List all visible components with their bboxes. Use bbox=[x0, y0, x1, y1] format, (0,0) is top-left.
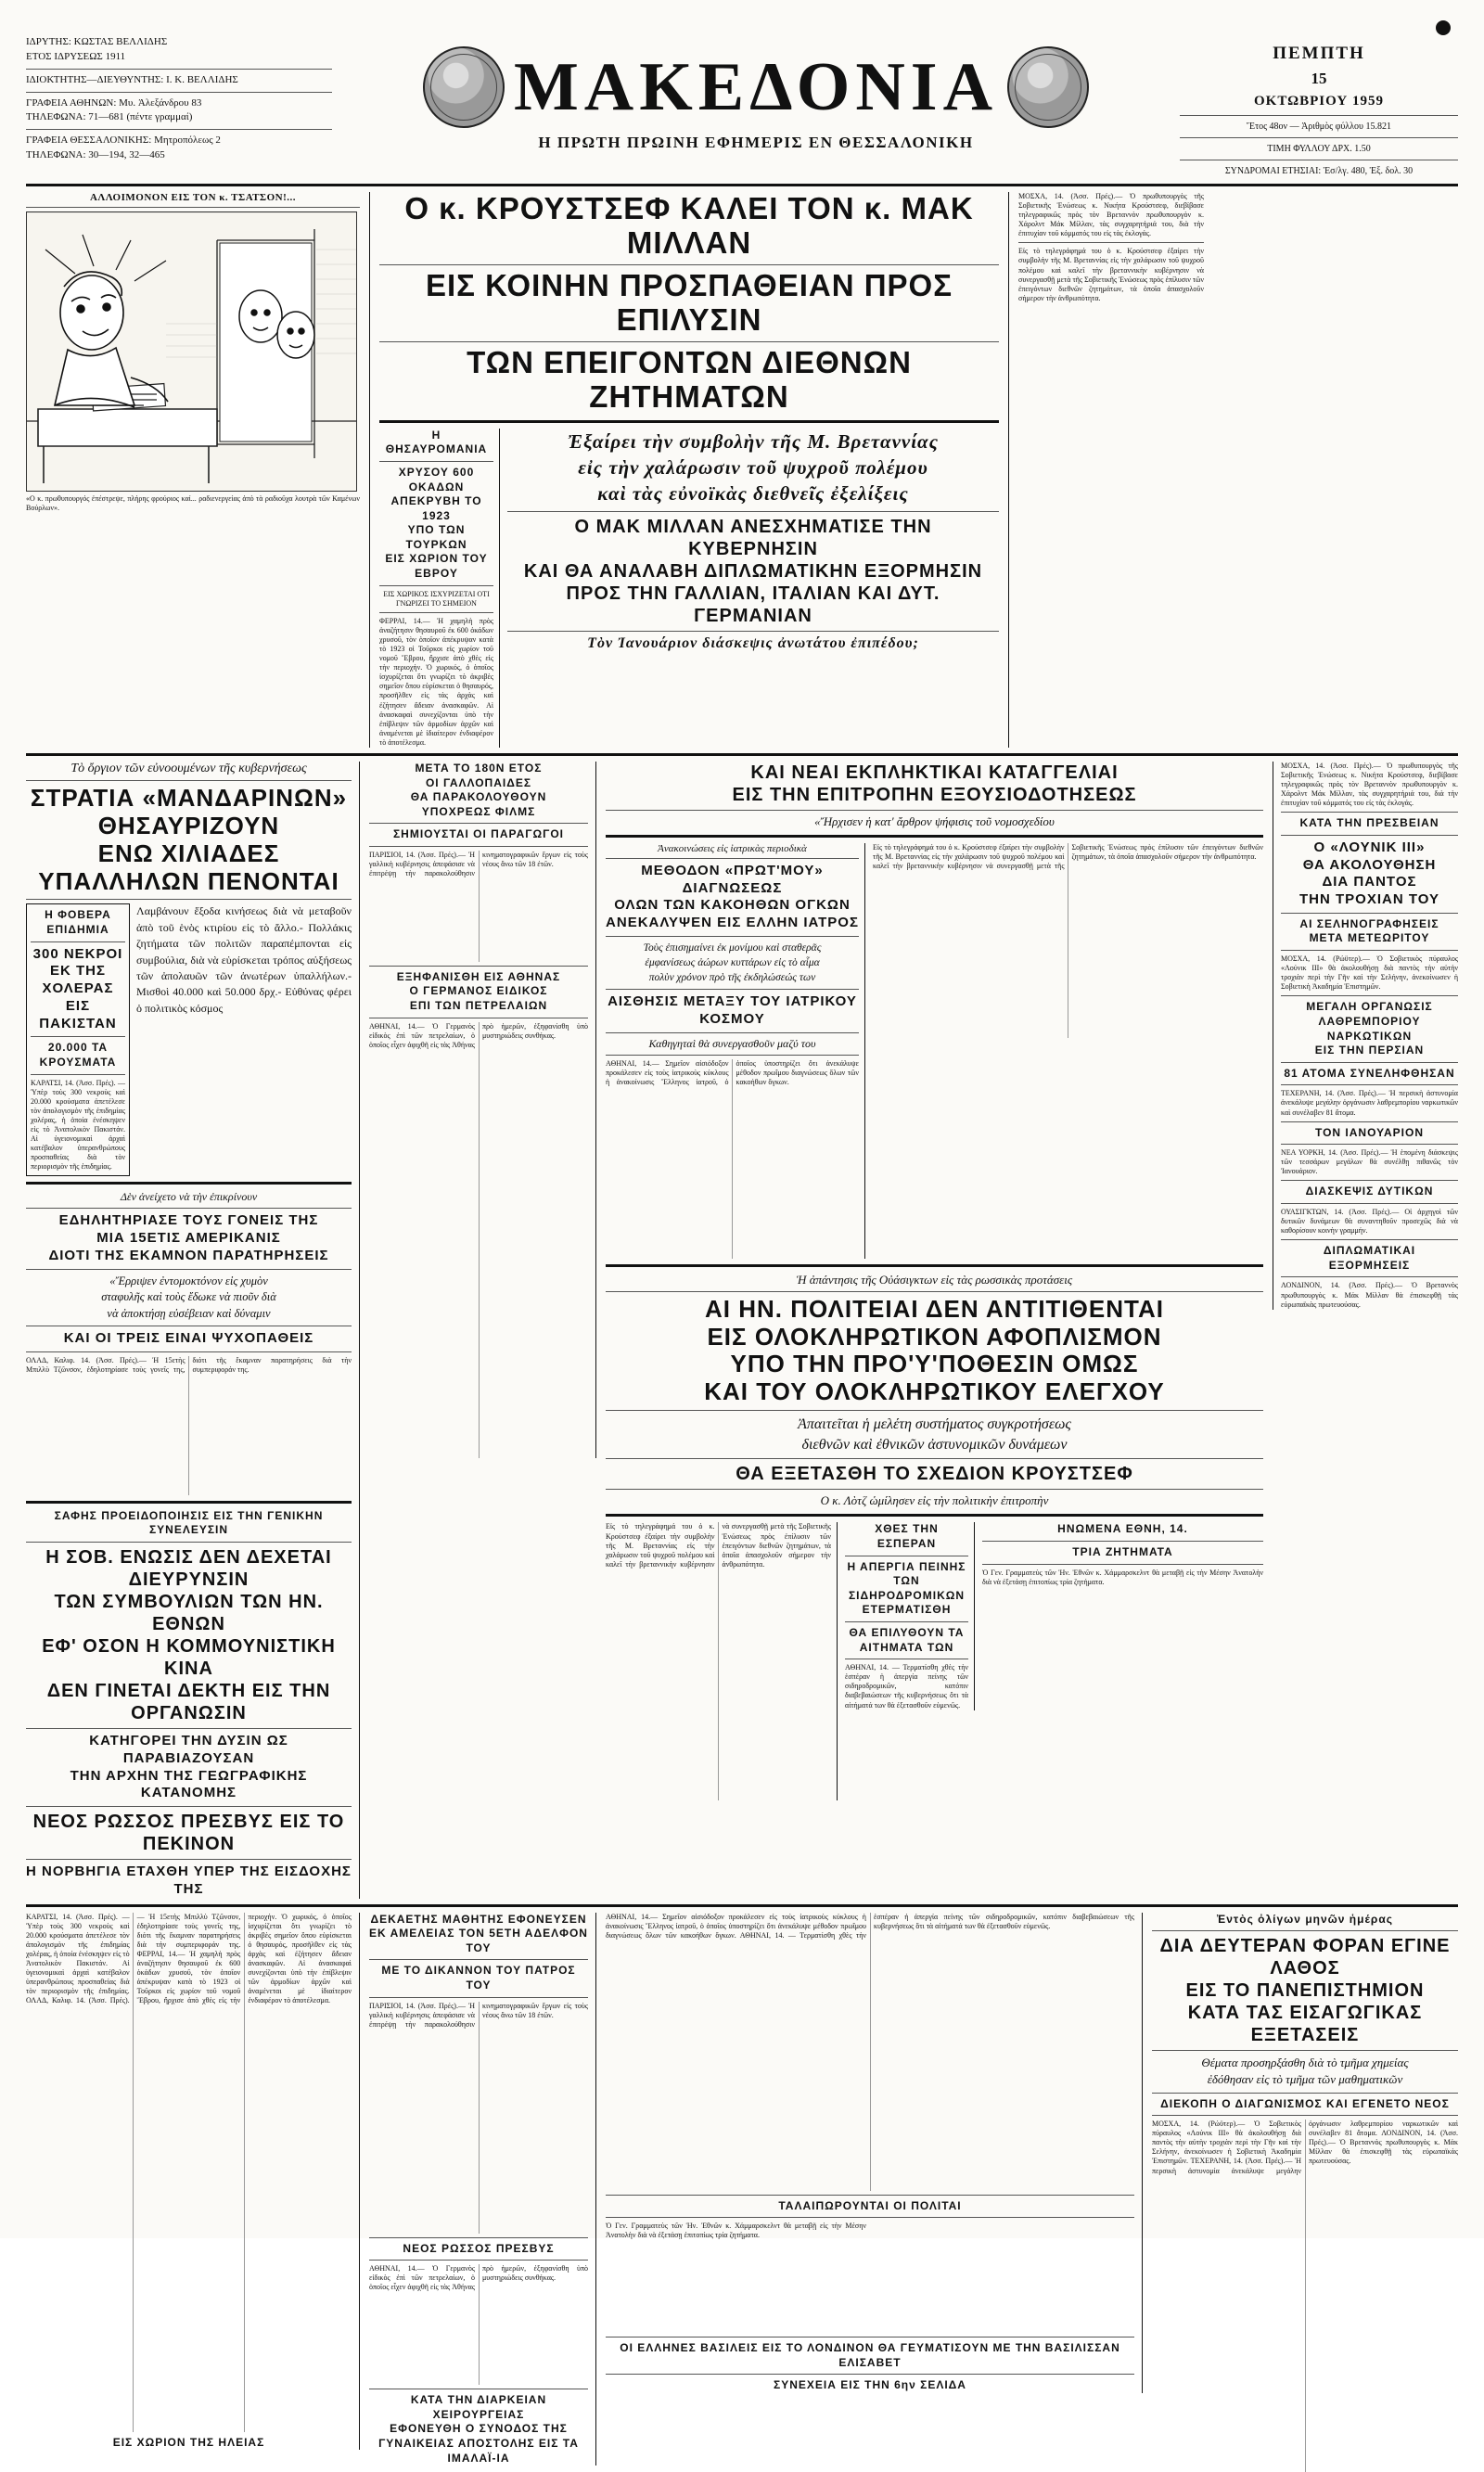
issue-date: 15 bbox=[1311, 70, 1327, 87]
issue-subscriptions: ΣΥΝΔΡΟΜΑΙ ΕΤΗΣΙΑΙ: Ἐσ/λγ. 480, Ἐξ. δολ. 30 bbox=[1224, 166, 1414, 176]
lead-subhead2-2: ΠΡΟΣ ΤΗΝ ΓΑΛΛΙΑΝ, ΙΤΑΛΙΑΝ ΚΑΙ ΔΥΤ. ΓΕΡΜΑΝΙΑΝ bbox=[566, 583, 940, 626]
bottom-small-head-6: ΤΑΛΑΙΠΩΡΟΥΝΤΑΙ ΟΙ ΠΟΛΙΤΑΙ bbox=[778, 2198, 962, 2212]
bottom-continuation: ΣΥΝΕΧΕΙΑ ΕΙΣ ΤΗΝ 6ην ΣΕΛΙΔΑ bbox=[774, 2378, 966, 2392]
bottom-center-body: ΑΘΗΝΑΙ, 14.— Σημεῖον αἰσιόδοξον προκάλεσεν εἰς τοὺς ἰατρικοὺς κύκλους ἡ ἀνακοίνωσις Ἕλληνος ἰατροῦ, ὁ ὁποῖος ὑποστηρίζει ὅτι ἀνεκάλυψε μέθοδον πρωΐμου διαγνώσεως ὅλων τῶν κακοήθων ὄγκων. bbox=[606, 1912, 866, 1940]
lead-italic-line: Τὸν Ἰανουάριον διάσκεψις ἀνωτάτου ἐπιπέδου; bbox=[587, 634, 919, 651]
epidemic-line-1: ΕΚ ΤΗΣ ΧΟΛΕΡΑΣ bbox=[42, 963, 114, 997]
parents-quote-2: νὰ ἀποκτήσῃ εὐσέβειαν καὶ δύναμιν bbox=[107, 1306, 271, 1320]
right-item2-body: ΝΕΑ ΥΟΡΚΗ, 14. (Ἀσσ. Πρές).— Ἡ ἑπομένη διάσκεψις τῶν τεσσάρων μεγάλων θὰ συνέλθῃ πιθανῶς τὸν Ἰανουάριον. bbox=[1281, 1148, 1458, 1176]
ussr-headline-3: ΚΑΙ ΤΟΥ ΟΛΟΚΛΗΡΩΤΙΚΟΥ ΕΛΕΓΧΟΥ bbox=[704, 1377, 1165, 1406]
exam-italic-1: ἐδόθησαν εἰς τὸ τμῆμα τῶν μαθηματικῶν bbox=[1207, 2072, 1403, 2087]
masthead-line: ΤΗΛΕΦΩΝΑ: 71—681 (πέντε γραμμαί) bbox=[26, 111, 193, 123]
col2-box1-title-0: ΕΞΗΦΑΝΙΣΘΗ ΕΙΣ ΑΘΗΝΑΣ bbox=[396, 969, 561, 983]
cartoon-kicker: ΑΛΛΟΙΜΟΝΟΝ ΕΙΣ ΤΟΝ κ. ΤΣΑΤΣΟΝ!... bbox=[89, 192, 297, 203]
right-item0-body: ΜΟΣΧΑ, 14. (Ρώϋτερ).— Ὁ Σοβιετικὸς πύραυλος «Λούνικ ΙΙΙ» θὰ ἀκολουθήσῃ διὰ παντὸς τὴν αὐτὴν τροχιὰν περὶ τὴν Γῆν καὶ τὴν Σελήνην, ἀνεκοίνωσεν ἡ Σοβιετικὴ Ἀκαδημία Ἐπιστημῶν. bbox=[1281, 954, 1458, 992]
parents-quote-1: σταφυλῆς καὶ τοὺς ἔδωκε νὰ πιοῦν διὰ bbox=[101, 1290, 276, 1304]
col2-box0-title-0: ΜΕΤΑ ΤΟ 180Ν ΕΤΟΣ bbox=[415, 761, 543, 775]
center-filler-body: Εἰς τὸ τηλεγράφημά του ὁ κ. Κρούστσεφ ἐξαίρει τὴν συμβολὴν τῆς Μ. Βρεταννίας εἰς τὴν χαλάρωσιν τοῦ ψυχροῦ πολέμου καὶ καλεῖ τὴν βρεταννικὴν κυβέρνησιν νὰ συνεργασθῇ μετὰ τῆς Σοβιετικῆς Ἑνώσεως πρὸς ἐπίλυσιν τῶν ἐπειγόντων διεθνῶν ζητημάτων, τὰ ὁποῖα ἀπασχολοῦν σήμερον τὴν ἀνθρωπότητα. bbox=[873, 842, 1263, 871]
col3-item1-body: Ὁ Γεν. Γραμματεὺς τῶν Ἡν. Ἐθνῶν κ. Χάμμαρσκελντ θὰ μεταβῇ εἰς τὴν Μέσην Ἀνατολὴν διὰ νὰ ἐξετάσῃ ἐπιτοπίως τρία ζητήματα. bbox=[982, 1568, 1263, 1586]
gold-box-title-3: ΥΠΟ ΤΩΝ ΤΟΥΡΚΩΝ bbox=[405, 523, 467, 551]
medical-sub2: Καθηγηταὶ θὰ συνεργασθοῦν μαζύ του bbox=[648, 1036, 816, 1050]
educational-sub: «Ἤρχισεν ἡ κατ' ἄρθρον ψήφισις τοῦ νομοσχεδίου bbox=[814, 813, 1055, 828]
col3-item1-title: ΗΝΩΜΕΝΑ ΕΘΝΗ, 14. bbox=[1057, 1522, 1188, 1536]
bottom-left-body3: ΦΕΡΡΑΙ, 14.— Ἡ χαμηλὴ πρὸς ἀναζήτησιν θησαυροῦ ἐκ 600 ὀκάδων χρυσοῦ, τὸν ὁποῖον ἀπέκρυψαν κατὰ τὸ 1923 οἱ Τοῦρκοι εἰς χωρίον τοῦ νομοῦ Ἔβρου, ἤρχισε ἀπὸ χθὲς εἰς τὴν περιοχήν. Ὁ χωρικός, ὁ ὁποῖος ἰσχυρίζεται ὅτι γνωρίζει τὸ ἀκριβὲς σημεῖον ὅπου εὑρίσκεται ὁ θησαυρός, προσῆλθεν εἰς τὰς ἀρχὰς καὶ ἐζήτησεν ἄδειαν ἀνασκαφῶν. Αἱ ἀνασκαφαὶ συνεχίζονται ὑπὸ τὴν ἐπίβλεψιν τῶν ἁρμοδίων ἀρχῶν καὶ ἀναμένεται μὲ ἰδιαίτερον ἐνδιαφέρον τὸ ἀποτέλεσμα. bbox=[136, 1912, 352, 2005]
col2-box1-title-2: ΕΠΙ ΤΩΝ ΠΕΤΡΕΛΑΙΩΝ bbox=[409, 999, 548, 1013]
masthead-left-info bbox=[26, 35, 332, 164]
masthead-date-block bbox=[1180, 20, 1458, 178]
lead-subhead2-1: ΚΑΙ ΘΑ ΑΝΑΛΑΒΗ ΔΙΠΛΩΜΑΤΙΚΗΝ ΕΞΟΡΜΗΣΙΝ bbox=[523, 560, 983, 582]
gold-box-body: ΦΕΡΡΑΙ, 14.— Ἡ χαμηλὴ πρὸς ἀναζήτησιν θησαυροῦ ἐκ 600 ὀκάδων χρυσοῦ, τὸν ὁποῖον ἀπέκρυψαν κατὰ τὸ 1923 οἱ Τοῦρκοι εἰς χωρίον τοῦ νομοῦ Ἔβρου, ἤρχισε ἀπὸ χθὲς εἰς τὴν περιοχήν. Ὁ χωρικός, ὁ ὁποῖος ἰσχυρίζεται ὅτι γνωρίζει τὸ ἀκριβὲς σημεῖον ὅπου εὑρίσκεται ὁ θησαυρός, προσῆλθεν εἰς τὰς ἀρχὰς καὶ ἐζήτησεν ἄδειαν ἀνασκαφῶν. Αἱ ἀνασκαφαὶ συνεχίζονται ὑπὸ τὴν ἐπίβλεψιν τῶν ἁρμοδίων ἀρχῶν καὶ ἀναμένεται μὲ ἰδιαίτερον ἐνδιαφέρον τὸ ἀποτέλεσμα. bbox=[379, 616, 493, 747]
soviet-headline-0: Η ΣΟΒ. ΕΝΩΣΙΣ ΔΕΝ ΔΕΧΕΤΑΙ ΔΙΕΥΡΥΝΣΙΝ bbox=[45, 1547, 332, 1591]
col2-box0-body: ΠΑΡΙΣΙΟΙ, 14. (Ἀσσ. Πρές).— Ἡ γαλλικὴ κυβέρνησις ἀπεφάσισε νὰ ἐπιτρέψῃ τὴν παρακολούθησιν κινηματογραφικῶν ἔργων εἰς τοὺς νέους ἄνω τῶν 18 ἐτῶν. bbox=[369, 850, 588, 878]
right-item0-head-1: Ο «ΛΟΥΝΙΚ ΙΙΙ» bbox=[1313, 839, 1426, 855]
lead-headline-line1: Ο κ. ΚΡΟΥΣΤΣΕΦ ΚΑΛΕΙ ΤΟΝ κ. ΜΑΚ ΜΙΛΛΑΝ bbox=[404, 191, 974, 260]
soviet-sub1: ΚΑΤΗΓΟΡΕΙ ΤΗΝ ΔΥΣΙΝ ΩΣ ΠΑΡΑΒΙΑΖΟΥΣΑΝ bbox=[89, 1733, 288, 1766]
medical-headline-0: ΜΕΘΟΔΟΝ «ΠΡΩΤ'ΜΟΥ» ΔΙΑΓΝΩΣΕΩΣ bbox=[641, 862, 824, 896]
right-item1-body: ΤΕΧΕΡΑΝΗ, 14. (Ἀσσ. Πρές).— Ἡ περσικὴ ἀστυνομία ἀνεκάλυψε μεγάλην ὀργάνωσιν λαθρεμπορίου ναρκωτικῶν καὶ συνέλαβεν 81 ἄτομα. bbox=[1281, 1089, 1458, 1117]
medical-sub-2: πολὺν χρόνον πρὸ τῆς ἐκδηλώσεώς των bbox=[648, 972, 816, 984]
parents-kicker: Δὲν ἀνείχετο νὰ τὴν ἐπικρίνουν bbox=[120, 1190, 258, 1204]
medal-left-icon bbox=[423, 46, 505, 128]
masthead-line: ΓΡΑΦΕΙΑ ΑΘΗΝΩΝ: Μυ. Ἀλεξάνδρου 83 bbox=[26, 96, 202, 109]
ussr-italic-0: Ἀπαιτεῖται ἡ μελέτη συστήματος συγκροτήσεως bbox=[798, 1416, 1071, 1433]
soviet-headline-2: ΕΦ' ΟΣΟΝ Η ΚΟΜΜΟΥΝΙΣΤΙΚΗ ΚΙΝΑ bbox=[42, 1636, 336, 1680]
epidemic-line-0: 300 ΝΕΚΡΟΙ bbox=[32, 945, 123, 962]
right-item4-body: ΛΟΝΔΙΝΟΝ, 14. (Ἀσσ. Πρές).— Ὁ Βρεταννὸς πρωθυπουργὸς κ. Μάκ Μίλλαν θὰ ἐπισκεφθῇ τὰς εὐρωπαϊκὰς πρωτευούσας. bbox=[1281, 1281, 1458, 1309]
bottom-small-head-0: ΕΙΣ ΧΩΡΙΟΝ ΤΗΣ ΗΛΕΙΑΣ bbox=[112, 2435, 265, 2449]
issue-price: ΤΙΜΗ ΦΥΛΛΟΥ ΔΡΧ. 1.50 bbox=[1267, 144, 1371, 154]
bottom-left-body: ΚΑΡΑΤΣΙ, 14. (Ἀσσ. Πρές). — Ὑπὲρ τοὺς 300 νεκροὺς καὶ 20.000 κρούσματα ἀπετέλεσε τὸν ἀπολογισμὸν τῆς ἐπιδημίας χολέρας, ἡ ὁποία ἐνέσκηψεν εἰς τὸ Ἀνατολικὸν Πακιστάν. Αἱ ὑγειονομικαὶ ἀρχαὶ κατέβαλον ὑπερανθρώπους προσπαθείας διὰ τὸν περιορισμὸν τῆς ἐπιδημίας. bbox=[26, 1912, 130, 1996]
epidemic-sub: 20.000 ΤΑ ΚΡΟΥΣΜΑΤΑ bbox=[39, 1041, 117, 1069]
mandarins-headline-1: ΕΝΩ ΧΙΛΙΑΔΕΣ ΥΠΑΛΛΗΛΩΝ ΠΕΝΟΝΤΑΙ bbox=[38, 839, 339, 895]
right-item0-head-0: ΚΑΤΑ ΤΗΝ ΠΡΕΣΒΕΙΑΝ bbox=[1299, 816, 1439, 830]
soviet-tail2: Η ΝΟΡΒΗΓΙΑ ΕΤΑΧΘΗ ΥΠΕΡ ΤΗΣ ΕΙΣΔΟΧΗΣ ΤΗΣ bbox=[26, 1864, 352, 1897]
parents-headline-2: ΔΙΟΤΙ ΤΗΣ ΕΚΑΜΝΟΝ ΠΑΡΑΤΗΡΗΣΕΙΣ bbox=[48, 1247, 329, 1263]
right-item0-head-2: ΘΑ ΑΚΟΛΟΥΘΗΣΗ bbox=[1302, 856, 1437, 873]
educational-headline-0: ΚΑΙ ΝΕΑΙ ΕΚΠΛΗΚΤΙΚΑΙ ΚΑΤΑΓΓΕΛΙΑΙ bbox=[750, 762, 1119, 783]
bottom-right-body3: ΛΟΝΔΙΝΟΝ, 14. (Ἀσσ. Πρές).— Ὁ Βρεταννὸς πρωθυπουργὸς κ. Μάκ Μίλλαν θὰ ἐπισκεφθῇ τὰς εὐρωπαϊκὰς πρωτευούσας. bbox=[1309, 2129, 1458, 2166]
right-item1-head-0: ΜΕΓΑΛΗ ΟΡΓΑΝΩΣΙΣ bbox=[1306, 1000, 1433, 1014]
bottom-small-head-2: ΜΕ ΤΟ ΔΙΚΑΝΝΟΝ ΤΟΥ ΠΑΤΡΟΣ ΤΟΥ bbox=[381, 1964, 576, 1992]
col2-box1-title-1: Ο ΓΕΡΜΑΝΟΣ ΕΙΔΙΚΟΣ bbox=[409, 984, 548, 998]
bottom-col2-body: ΠΑΡΙΣΙΟΙ, 14. (Ἀσσ. Πρές).— Ἡ γαλλικὴ κυβέρνησις ἀπεφάσισε νὰ ἐπιτρέψῃ τὴν παρακολούθησιν κινηματογραφικῶν ἔργων εἰς τοὺς νέους ἄνω τῶν 18 ἐτῶν. bbox=[369, 2001, 588, 2029]
medical-headline-2: ΑΝΕΚΑΛΥΨΕΝ ΕΙΣ ΕΛΛΗΝ ΙΑΤΡΟΣ bbox=[606, 915, 859, 931]
parents-headline-0: ΕΔΗΛΗΤΗΡΙΑΣΕ ΤΟΥΣ ΓΟΝΕΙΣ ΤΗΣ bbox=[58, 1212, 319, 1229]
lead-subhead-italic-2: καὶ τὰς εὐνοϊκὰς διεθνεῖς ἐξελίξεις bbox=[597, 482, 909, 506]
epidemic-body: ΚΑΡΑΤΣΙ, 14. (Ἀσσ. Πρές). — Ὑπὲρ τοὺς 300 νεκροὺς καὶ 20.000 κρούσματα ἀπετέλεσε τὸν ἀπολογισμὸν τῆς ἐπιδημίας χολέρας, ἡ ὁποία ἐνέσκηψεν εἰς τὸ Ἀνατολικὸν Πακιστάν. Αἱ ὑγειονομικαὶ ἀρχαὶ κατέβαλον ὑπερανθρώπους προσπαθείας διὰ τὸν περιορισμὸν τῆς ἐπιδημίας. bbox=[31, 1078, 125, 1172]
right-item1-head-2: ΝΑΡΚΩΤΙΚΩΝ bbox=[1326, 1029, 1413, 1043]
gold-box-title-4: ΕΙΣ ΧΩΡΙΟΝ ΤΟΥ ΕΒΡΟΥ bbox=[385, 552, 488, 581]
gold-box-title-1: ΧΡΥΣΟΥ 600 ΟΚΑΔΩΝ bbox=[398, 465, 475, 493]
col2-box0-title-2: ΘΑ ΠΑΡΑΚΟΛΟΥΘΟΥΝ bbox=[410, 790, 547, 804]
masthead bbox=[26, 20, 1458, 186]
page-title: ΜΑΚΕΔΟΝΙΑ bbox=[513, 48, 999, 125]
masthead-line: ΤΗΛΕΦΩΝΑ: 30—194, 32—465 bbox=[26, 149, 165, 161]
lead-subhead2-0: Ο ΜΑΚ ΜΙΛΛΑΝ ΑΝΕΣΧΗΜΑΤΙΣΕ ΤΗΝ ΚΥΒΕΡΝΗΣΙΝ bbox=[574, 516, 932, 559]
epidemic-title: Η ΦΟΒΕΡΑ ΕΠΙΔΗΜΙΑ bbox=[45, 908, 111, 937]
cartoon-caption: «Ο κ. πρωθυπουργός ἐπέστρεψε, πλήρης φρούριος καί... ραδιενεργείας ἀπὸ τὰ ραδιοῦχα λουτρὰ τῶν Καμένων Βούρλων». bbox=[26, 494, 360, 512]
right-intro: ΜΟΣΧΑ, 14. (Ἀσσ. Πρές).— Ὁ πρωθυπουργὸς τῆς Σοβιετικῆς Ἑνώσεως κ. Νικήτα Κρούστσεφ, διεβίβασε τηλεγραφικῶς πρὸς τὸν Βρεταννὸν πρωθυπουργὸν κ. Χάρολντ Μάκ Μίλλαν, τὰς συγχαρητήριά του, διὰ τὴν ἐπιτυχίαν τοῦ κόμματός του εἰς τὰς ἐκλογάς. bbox=[1281, 761, 1458, 808]
educational-headline-1: ΕΙΣ ΤΗΝ ΕΠΙΤΡΟΠΗΝ ΕΞΟΥΣΙΟΔΟΤΗΣΕΩΣ bbox=[732, 784, 1137, 805]
bottom-small-head-1: ΔΕΚΑΕΤΗΣ ΜΑΘΗΤΗΣ ΕΦΟΝΕΥΣΕΝ ΕΚ ΑΜΕΛΕΙΑΣ ΤΟΝ 5ΕΤΗ ΑΔΕΛΦΟΝ ΤΟΥ bbox=[369, 1912, 588, 1954]
bottom-center-body3: Ὁ Γεν. Γραμματεὺς τῶν Ἡν. Ἐθνῶν κ. Χάμμαρσκελντ θὰ μεταβῇ εἰς τὴν Μέσην Ἀνατολὴν διὰ νὰ ἐξετάσῃ ἐπιτοπίως τρία ζητήματα. bbox=[606, 2222, 866, 2240]
bottom-right-body2: ΤΕΧΕΡΑΝΗ, 14. (Ἀσσ. Πρές).— Ἡ περσικὴ ἀστυνομία ἀνεκάλυψε μεγάλην ὀργάνωσιν λαθρεμπορίου ναρκωτικῶν καὶ συνέλαβεν 81 ἄτομα. bbox=[1152, 2120, 1458, 2175]
ticket-head: Ἐντὸς ὀλίγων μηνῶν ἡμέρας bbox=[1217, 1912, 1393, 1926]
bottom-center-body2: ΑΘΗΝΑΙ, 14. — Τερματίσθη χθὲς τὴν ἑσπέραν ἡ ἀπεργία πείνης τῶν σιδηροδρομικῶν, κατόπιν διαβεβαιώσεων τῆς κυβερνήσεως ὅτι τὰ αἰτήματά των θὰ ἐξετασθοῦν εὐμενῶς. bbox=[739, 1912, 1134, 1940]
ussr-headline-1: ΕΙΣ ΟΛΟΚΛΗΡΩΤΙΚΟΝ ΑΦΟΠΛΙΣΜΟΝ bbox=[707, 1322, 1162, 1351]
bottom-right-body: ΜΟΣΧΑ, 14. (Ρώϋτερ).— Ὁ Σοβιετικὸς πύραυλος «Λούνικ ΙΙΙ» θὰ ἀκολουθήσῃ διὰ παντὸς τὴν αὐτὴν τροχιὰν περὶ τὴν Γῆν καὶ τὴν Σελήνην, ἀνεκοίνωσεν ἡ Σοβιετικὴ Ἀκαδημία Ἐπιστημῶν. bbox=[1152, 2120, 1301, 2166]
right-item0-sub: ΑΙ ΣΕΛΗΝΟΓΡΑΦΗΣΕΙΣ ΜΕΤΑ ΜΕΤΕΩΡΙΤΟΥ bbox=[1299, 916, 1439, 945]
medical-headline-1: ΟΛΩΝ ΤΩΝ ΚΑΚΟΗΘΩΝ ΟΓΚΩΝ bbox=[614, 897, 851, 914]
col2-box0-title-3: ΥΠΟΧΡΕΩΣ ΦΙΛΜΣ bbox=[421, 804, 536, 818]
masthead-subtitle: Η ΠΡΩΤΗ ΠΡΩΙΝΗ ΕΦΗΜΕΡΙΣ ΕΝ ΘΕΣΣΑΛΟΝΙΚΗ bbox=[538, 134, 974, 151]
soviet-tail1: ΝΕΟΣ ΡΩΣΣΟΣ ΠΡΕΣΒΥΣ ΕΙΣ ΤΟ ΠΕΚΙΝΟΝ bbox=[32, 1812, 345, 1855]
right-item2-head: ΤΟΝ ΙΑΝΟΥΑΡΙΟΝ bbox=[1314, 1125, 1425, 1139]
masthead-center bbox=[332, 46, 1180, 152]
right-item3-head: ΔΙΑΣΚΕΨΙΣ ΔΥΤΙΚΩΝ bbox=[1305, 1185, 1434, 1198]
epidemic-line-2: ΕΙΣ ΠΑΚΙΣΤΑΝ bbox=[39, 997, 117, 1031]
gold-box-sub: ΕΙΣ ΧΩΡΙΚΟΣ ΙΣΧΥΡΙΖΕΤΑΙ ΟΤΙ ΓΝΩΡΙΖΕΙ ΤΟ ΣΗΜΕΙΟΝ bbox=[383, 589, 490, 608]
gold-box-title-2: ΑΠΕΚΡΥΒΗ ΤΟ 1923 bbox=[390, 494, 482, 522]
ussr-sub: Ο κ. Λὸτζ ὡμίλησεν εἰς τὴν πολιτικὴν ἐπιτροπὴν bbox=[820, 1493, 1049, 1508]
cartoon-illustration bbox=[26, 211, 357, 492]
right-item0-head-3: ΔΙΑ ΠΑΝΤΟΣ bbox=[1322, 874, 1417, 890]
bottom-small-head-7: ΟΙ ΕΛΛΗΝΕΣ ΒΑΣΙΛΕΙΣ ΕΙΣ ΤΟ ΛΟΝΔΙΝΟΝ ΘΑ ΓΕΥΜΑΤΙΣΟΥΝ ΜΕ ΤΗΝ ΒΑΣΙΛΙΣΣΑΝ ΕΛΙΣΑΒΕΤ bbox=[620, 2341, 1120, 2369]
medical-sub-1: ἐμφανίσεως ἀώρων κυττάρων εἰς τὸ αἷμα bbox=[645, 957, 820, 968]
col3-item0-head-1: ΤΩΝ ΣΙΔΗΡΟΔΡΟΜΙΚΩΝ bbox=[848, 1574, 966, 1602]
masthead-line: ΕΤΟΣ ΙΔΡΥΣΕΩΣ 1911 bbox=[26, 50, 126, 62]
col3-item0-title: ΧΘΕΣ ΤΗΝ ΕΣΠΕΡΑΝ bbox=[875, 1522, 939, 1551]
ussr-body: Εἰς τὸ τηλεγράφημά του ὁ κ. Κρούστσεφ ἐξαίρει τὴν συμβολὴν τῆς Μ. Βρεταννίας εἰς τὴν χαλάρωσιν τοῦ ψυχροῦ πολέμου καὶ καλεῖ τὴν βρεταννικὴν κυβέρνησιν νὰ συνεργασθῇ μετὰ τῆς Σοβιετικῆς Ἑνώσεως πρὸς ἐπίλυσιν τῶν ἐπειγόντων διεθνῶν ζητημάτων, τὰ ὁποῖα ἀπασχολοῦν σήμερον τὴν ἀνθρωπότητα. bbox=[606, 1522, 831, 1569]
parents-quote-0: «Ἔρριψεν ἐντομοκτόνον εἰς χυμὸν bbox=[109, 1274, 268, 1287]
col3-item1-head-0: ΤΡΙΑ ΖΗΤΗΜΑΤΑ bbox=[1072, 1545, 1173, 1559]
ussr-italic-1: διεθνῶν καὶ ἐθνικῶν ἀστυνομικῶν δυνάμεων bbox=[801, 1436, 1068, 1453]
exam-italic-0: Θέματα προσηρξάσθη διὰ τὸ τμῆμα χημείας bbox=[1201, 2056, 1409, 2070]
right-item1-head-3: ΕΙΣ ΤΗΝ ΠΕΡΣΙΑΝ bbox=[1314, 1044, 1425, 1057]
issue-month: ΟΚΤΩΒΡΙΟΥ 1959 bbox=[1254, 93, 1384, 109]
masthead-line: ΙΔΙΟΚΤΗΤΗΣ—ΔΙΕΥΘΥΝΤΗΣ: Ι. Κ. ΒΕΛΛΙΔΗΣ bbox=[26, 73, 238, 85]
parents-body: ΟΛΑΔ, Καλιφ. 14. (Ἀσσ. Πρές).— Ἡ 15ετὴς Μπιλλὺ Τζῶνσον, ἐδηλοτηρίασε τοὺς γονεῖς της, διότι τῆς ἔκαμναν παρατηρήσεις διὰ τὴν συμπεριφοράν της. bbox=[26, 1355, 352, 1374]
col3-item0-head-0: Η ΑΠΕΡΓΙΑ ΠΕΙΝΗΣ bbox=[847, 1559, 966, 1573]
bottom-col2-body2: ΑΘΗΝΑΙ, 14.— Ὁ Γερμανὸς εἰδικὸς ἐπὶ τῶν πετρελαίων, ὁ ὁποῖος εἶχεν ἀφιχθῆ εἰς τὰς Ἀθήνας πρὸ ἡμερῶν, ἐξηφανίσθη ὑπὸ μυστηριώδεις συνθήκας. bbox=[369, 2264, 588, 2292]
col3-item0-head-2: ΕΤΕΡΜΑΤΙΣΘΗ bbox=[862, 1603, 952, 1617]
ussr-headline-0: ΑΙ ΗΝ. ΠΟΛΙΤΕΙΑΙ ΔΕΝ ΑΝΤΙΤΙΘΕΝΤΑΙ bbox=[705, 1294, 1164, 1323]
medal-right-icon bbox=[1007, 46, 1089, 128]
parents-headline-1: ΜΙΑ 15ΕΤΙΣ ΑΜΕΡΙΚΑΝΙΣ bbox=[96, 1230, 281, 1247]
bottom-left-body2: ΟΛΑΔ, Καλιφ. 14. (Ἀσσ. Πρές).— Ἡ 15ετὴς Μπιλλὺ Τζῶνσον, ἐδηλοτηρίασε τοὺς γονεῖς της, διότι τῆς ἔκαμναν παρατηρήσεις διὰ τὴν συμπεριφοράν της. bbox=[26, 1912, 241, 2005]
bottom-small-head-3: ΝΕΟΣ ΡΩΣΣΟΣ ΠΡΕΣΒΥΣ bbox=[403, 2241, 555, 2255]
issue-day: ΠΕΜΠΤΗ bbox=[1273, 43, 1365, 63]
medical-sub-0: Τοὺς ἐπισημαίνει ἐκ μονίμου καὶ σταθερᾶς bbox=[643, 941, 822, 954]
parents-subline: ΚΑΙ ΟΙ ΤΡΕΙΣ ΕΙΝΑΙ ΨΥΧΟΠΑΘΕΙΣ bbox=[63, 1330, 314, 1347]
exam-head-2: ΚΑΤΑ ΤΑΣ ΕΙΣΑΓΩΓΙΚΑΣ ΕΞΕΤΑΣΕΙΣ bbox=[1187, 2003, 1423, 2046]
moscow-dateline: ΜΟΣΧΑ, 14. (Ἀσσ. Πρές).— Ὁ πρωθυπουργὸς τῆς Σοβιετικῆς Ἑνώσεως κ. Νικήτα Κρούστσεφ, διεβίβασε τηλεγραφικῶς πρὸς τὸν Βρεταννὸν πρωθυπουργὸν κ. Χάρολντ Μάκ Μίλλαν, τὰς συγχαρητήριά του, διὰ τὴν ἐπιτυχίαν τοῦ κόμματός του εἰς τὰς ἐκλογάς. bbox=[1018, 192, 1204, 238]
ussr-kicker: Ἡ ἀπάντησις τῆς Οὐάσιγκτων εἰς τὰς ρωσσικὰς προτάσεις bbox=[796, 1272, 1073, 1287]
right-item3-body: ΟΥΑΣΙΓΚΤΩΝ, 14. (Ἀσσ. Πρές).— Οἱ ἀρχηγοὶ τῶν δυτικῶν δυνάμεων θὰ συναντηθοῦν προσεχῶς διὰ νὰ καθορίσουν κοινὴν γραμμήν. bbox=[1281, 1208, 1458, 1236]
right-item4-head: ΔΙΠΛΩΜΑΤΙΚΑΙ ΕΞΟΡΜΗΣΕΙΣ bbox=[1323, 1244, 1416, 1272]
soviet-headline-3: ΔΕΝ ΓΙΝΕΤΑΙ ΔΕΚΤΗ ΕΙΣ ΤΗΝ ΟΡΓΑΝΩΣΙΝ bbox=[46, 1681, 331, 1724]
ussr-headline2: ΘΑ ΕΞΕΤΑΣΘΗ ΤΟ ΣΧΕΔΙΟΝ ΚΡΟΥΣΤΣΕΦ bbox=[736, 1464, 1133, 1485]
issue-number: Ἔτος 48ον — Ἀριθμὸς φύλλου 15.821 bbox=[1247, 122, 1391, 132]
col2-box0-title-1: ΟΙ ΓΑΛΛΟΠΑΙΔΕΣ bbox=[425, 775, 532, 789]
exam-head-0: ΔΙΑ ΔΕΥΤΕΡΑΝ ΦΟΡΑΝ ΕΓΙΝΕ ΛΑΘΟΣ bbox=[1159, 1936, 1451, 1979]
lead-headline-line2: ΕΙΣ ΚΟΙΝΗΝ ΠΡΟΣΠΑΘΕΙΑΝ ΠΡΟΣ ΕΠΙΛΥΣΙΝ bbox=[425, 267, 953, 337]
soviet-headline-1: ΤΩΝ ΣΥΜΒΟΥΛΙΩΝ ΤΩΝ ΗΝ. ΕΘΝΩΝ bbox=[54, 1592, 324, 1635]
col3-item0-body: ΑΘΗΝΑΙ, 14. — Τερματίσθη χθὲς τὴν ἑσπέραν ἡ ἀπεργία πείνης τῶν σιδηροδρομικῶν, κατόπιν διαβεβαιώσεων τῆς κυβερνήσεως ὅτι τὰ αἰτήματά των θὰ ἐξετασθοῦν εὐμενῶς. bbox=[845, 1663, 968, 1710]
mandarins-sub: Λαμβάνουν ἔξοδα κινήσεως διὰ νὰ μεταβοῦν ἀπὸ τοῦ ἑνὸς κτιρίου εἰς τὸ ἄλλο.- Πολλάκις ζητήματα τῶν πολιτῶν παραπέμπονται εἰς συμβούλια, διὰ νὰ εὑρίσκεται τρόπος αὐξήσεως τῶν ἀπολαυῶν τῶν ἀνωτέρων ὑπαλλήλων.-Μισθοὶ 40.000 καὶ 50.000 δρχ.- Εὐθύνας φέρει ὁ πολιτικὸς κόσμος bbox=[136, 904, 352, 1015]
lead-subhead-italic-1: εἰς τὴν χαλάρωσιν τοῦ ψυχροῦ πολέμου bbox=[578, 456, 928, 480]
right-item0-head-4: ΤΗΝ ΤΡΟΧΙΑΝ ΤΟΥ bbox=[1299, 891, 1439, 908]
right-item1-sub: 81 ΑΤΟΜΑ ΣΥΝΕΛΗΦΘΗΣΑΝ bbox=[1284, 1066, 1455, 1080]
masthead-line: ΓΡΑΦΕΙΑ ΘΕΣΣΑΛΟΝΙΚΗΣ: Μητροπόλεως 2 bbox=[26, 134, 221, 147]
col2-box0-sub: ΣΗΜΙΟΥΣΤΑΙ ΟΙ ΠΑΡΑΓΩΓΟΙ bbox=[392, 827, 564, 841]
lead-subhead-italic-0: Ἐξαίρει τὴν συμβολὴν τῆς Μ. Βρεταννίας bbox=[567, 429, 940, 453]
moscow-body: Εἰς τὸ τηλεγράφημά του ὁ κ. Κρούστσεφ ἐξαίρει τὴν συμβολὴν τῆς Μ. Βρεταννίας εἰς τὴν χαλάρωσιν τοῦ ψυχροῦ πολέμου καὶ καλεῖ τὴν βρεταννικὴν κυβέρνησιν νὰ συνεργασθῇ μετὰ τῆς Σοβιετικῆς Ἑνώσεως πρὸς ἐπίλυσιν τῶν ἐπειγόντων διεθνῶν ζητημάτων, τὰ ὁποῖα ἀπασχολοῦν σήμερον τὴν ἀνθρωπότητα. bbox=[1018, 247, 1204, 302]
mandarins-headline-0: ΣΤΡΑΤΙΑ «ΜΑΝΔΑΡΙΝΩΝ» ΘΗΣΑΥΡΙΖΟΥΝ bbox=[30, 783, 348, 839]
soviet-sub2: ΤΗΝ ΑΡΧΗΝ ΤΗΣ ΓΕΩΓΡΑΦΙΚΗΣ ΚΑΤΑΝΟΜΗΣ bbox=[70, 1767, 308, 1801]
masthead-line: ΙΔΡΥΤΗΣ: ΚΩΣΤΑΣ ΒΕΛΛΙΔΗΣ bbox=[26, 35, 168, 47]
medical-note: Ἀνακοινώσεις εἰς ἰατρικὰς περιοδικὰ bbox=[658, 842, 807, 854]
lead-headline-line3: ΤΩΝ ΕΠΕΙΓΟΝΤΩΝ ΔΙΕΘΝΩΝ ΖΗΤΗΜΑΤΩΝ bbox=[467, 344, 912, 414]
col3-item0-sub: ΘΑ ΕΠΙΛΥΘΟΥΝ ΤΑ ΑΙΤΗΜΑΤΑ ΤΩΝ bbox=[849, 1626, 965, 1654]
mandarins-kicker: Τὸ ὄργιον τῶν εὐνοουμένων τῆς κυβερνήσεως bbox=[70, 761, 307, 775]
ussr-headline-2: ΥΠΟ ΤΗΝ ΠΡΟ'Υ'ΠΟΘΕΣΙΝ ΟΜΩΣ bbox=[730, 1350, 1139, 1378]
medical-headline2: ΑΙΣΘΗΣΙΣ ΜΕΤΑΞΥ ΤΟΥ ΙΑΤΡΙΚΟΥ ΚΟΣΜΟΥ bbox=[608, 993, 857, 1027]
right-item1-head-1: ΛΑΘΡΕΜΠΟΡΙΟΥ bbox=[1318, 1014, 1421, 1028]
exam-tail: ΔΙΕΚΟΠΗ Ο ΔΙΑΓΩΝΙΣΜΟΣ ΚΑΙ ΕΓΕΝΕΤΟ ΝΕΟΣ bbox=[1160, 2096, 1450, 2110]
col2-box1-body: ΑΘΗΝΑΙ, 14.— Ὁ Γερμανὸς εἰδικὸς ἐπὶ τῶν πετρελαίων, ὁ ὁποῖος εἶχεν ἀφιχθῆ εἰς τὰς Ἀθήνας πρὸ ἡμερῶν, ἐξηφανίσθη ὑπὸ μυστηριώδεις συνθήκας. bbox=[369, 1021, 588, 1049]
medical-body: ΑΘΗΝΑΙ, 14.— Σημεῖον αἰσιόδοξον προκάλεσεν εἰς τοὺς ἰατρικοὺς κύκλους ἡ ἀνακοίνωσις Ἕλληνος ἰατροῦ, ὁ ὁποῖος ὑποστηρίζει ὅτι ἀνεκάλυψε μέθοδον πρωΐμου διαγνώσεως ὅλων τῶν κακοήθων ὄγκων. bbox=[606, 1058, 859, 1086]
soviet-kicker: ΣΑΦΗΣ ΠΡΟΕΙΔΟΠΟΙΗΣΙΣ ΕΙΣ ΤΗΝ ΓΕΝΙΚΗΝ ΣΥΝΕΛΕΥΣΙΝ bbox=[54, 1508, 324, 1537]
bottom-small-head-4: ΚΑΤΑ ΤΗΝ ΔΙΑΡΚΕΙΑΝ ΧΕΙΡΟΥΡΓΕΙΑΣ bbox=[410, 2393, 547, 2421]
bottom-small-head-5: ΕΦΟΝΕΥΘΗ Ο ΣΥΝΟΔΟΣ ΤΗΣ ΓΥΝΑΙΚΕΙΑΣ ΑΠΟΣΤΟΛΗΣ ΕΙΣ ΤΑ ΙΜΑΛΑΪ-ΙΑ bbox=[378, 2422, 579, 2465]
exam-head-1: ΕΙΣ ΤΟ ΠΑΝΕΠΙΣΤΗΜΙΟΝ bbox=[1185, 1980, 1425, 2002]
bullet-icon bbox=[1436, 20, 1451, 35]
gold-box-title-0: Η ΘΗΣΑΥΡΟΜΑΝΙΑ bbox=[385, 428, 488, 456]
